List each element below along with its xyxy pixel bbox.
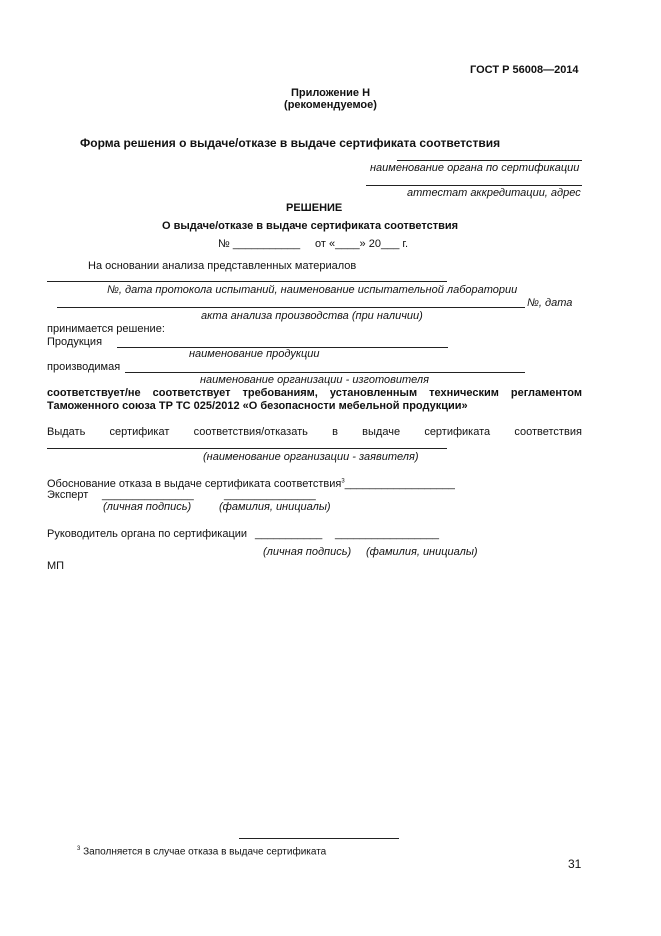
decision-heading: РЕШЕНИЕ: [286, 202, 343, 214]
expert-sign-caption: (личная подпись): [103, 501, 192, 513]
applicant-caption: (наименование организации - заявителя): [203, 451, 419, 463]
footnote: [77, 846, 326, 857]
issue-word: сертификат: [109, 426, 170, 438]
manufacturer-caption: наименование организации - изготовителя: [200, 374, 429, 386]
protocol-caption: №, дата протокола испытаний, наименование испытательной лаборатории: [107, 284, 518, 296]
decision-subheading: О выдаче/отказе в выдаче сертификата соответствия: [162, 220, 459, 232]
issue-word: сертификата: [424, 426, 491, 438]
expert-sign-blank[interactable]: _______________: [102, 489, 194, 501]
accreditation-caption: аттестат аккредитации, адрес: [407, 187, 581, 199]
expert-label: Эксперт: [47, 489, 89, 501]
decision-number[interactable]: № ___________: [218, 238, 301, 250]
issuer-name-caption: наименование органа по сертификации: [370, 162, 580, 174]
issue-word: соответствия: [514, 426, 582, 438]
product-label: Продукция: [47, 336, 103, 348]
act-caption: акта анализа производства (при наличии): [201, 310, 423, 322]
protocol-line[interactable]: [47, 281, 447, 282]
refusal-blank[interactable]: __________________: [344, 478, 455, 490]
standard-code: ГОСТ Р 56008—2014: [470, 64, 579, 76]
act-number-suffix: №, дата: [527, 297, 573, 309]
conformity-text: соответствует/не соответствует требованиям, установленным техническим регламентом Таможенного союза ТР ТС 025/2012 «О безопасности мебельной продукции»: [47, 387, 582, 412]
manufacturer-line[interactable]: [125, 372, 525, 373]
produced-label: производимая: [47, 361, 121, 373]
stamp-label: МП: [47, 560, 65, 572]
product-caption: наименование продукции: [189, 348, 320, 360]
issuer-name-line[interactable]: [397, 160, 582, 161]
issue-word: выдаче: [362, 426, 401, 438]
refusal-footnote-mark: 3: [341, 478, 345, 485]
issue-word: в: [332, 426, 338, 438]
issue-line: [47, 426, 582, 438]
head-name-caption: (фамилия, инициалы): [366, 546, 478, 558]
head-sign-blank[interactable]: ___________: [255, 528, 323, 540]
footnote-text: Заполняется в случае отказа в выдаче сертификата: [83, 846, 327, 858]
expert-name-caption: (фамилия, инициалы): [219, 501, 331, 513]
refusal-label: Обоснование отказа в выдаче сертификата соответствия: [47, 478, 342, 490]
appendix-note: (рекомендуемое): [284, 99, 377, 111]
issue-word: соответствия/отказать: [193, 426, 308, 438]
decision-made: принимается решение:: [47, 323, 165, 335]
page-number: 31: [568, 857, 582, 871]
head-label: Руководитель органа по сертификации: [47, 528, 248, 540]
issue-word: Выдать: [47, 426, 86, 438]
form-title: Форма решения о выдаче/отказе в выдаче сертификата соответствия: [80, 136, 501, 150]
accreditation-line[interactable]: [366, 185, 582, 186]
footnote-divider: [239, 838, 399, 839]
applicant-line[interactable]: [47, 448, 447, 449]
expert-name-blank[interactable]: _______________: [224, 489, 316, 501]
footnote-mark: 3: [77, 846, 81, 852]
appendix-title: Приложение Н: [290, 87, 371, 99]
act-line[interactable]: [57, 307, 525, 308]
basis-intro: На основании анализа представленных материалов: [88, 260, 357, 272]
head-sign-caption: (личная подпись): [263, 546, 352, 558]
head-name-blank[interactable]: _________________: [335, 528, 440, 540]
decision-date[interactable]: от «____» 20___ г.: [315, 238, 409, 250]
